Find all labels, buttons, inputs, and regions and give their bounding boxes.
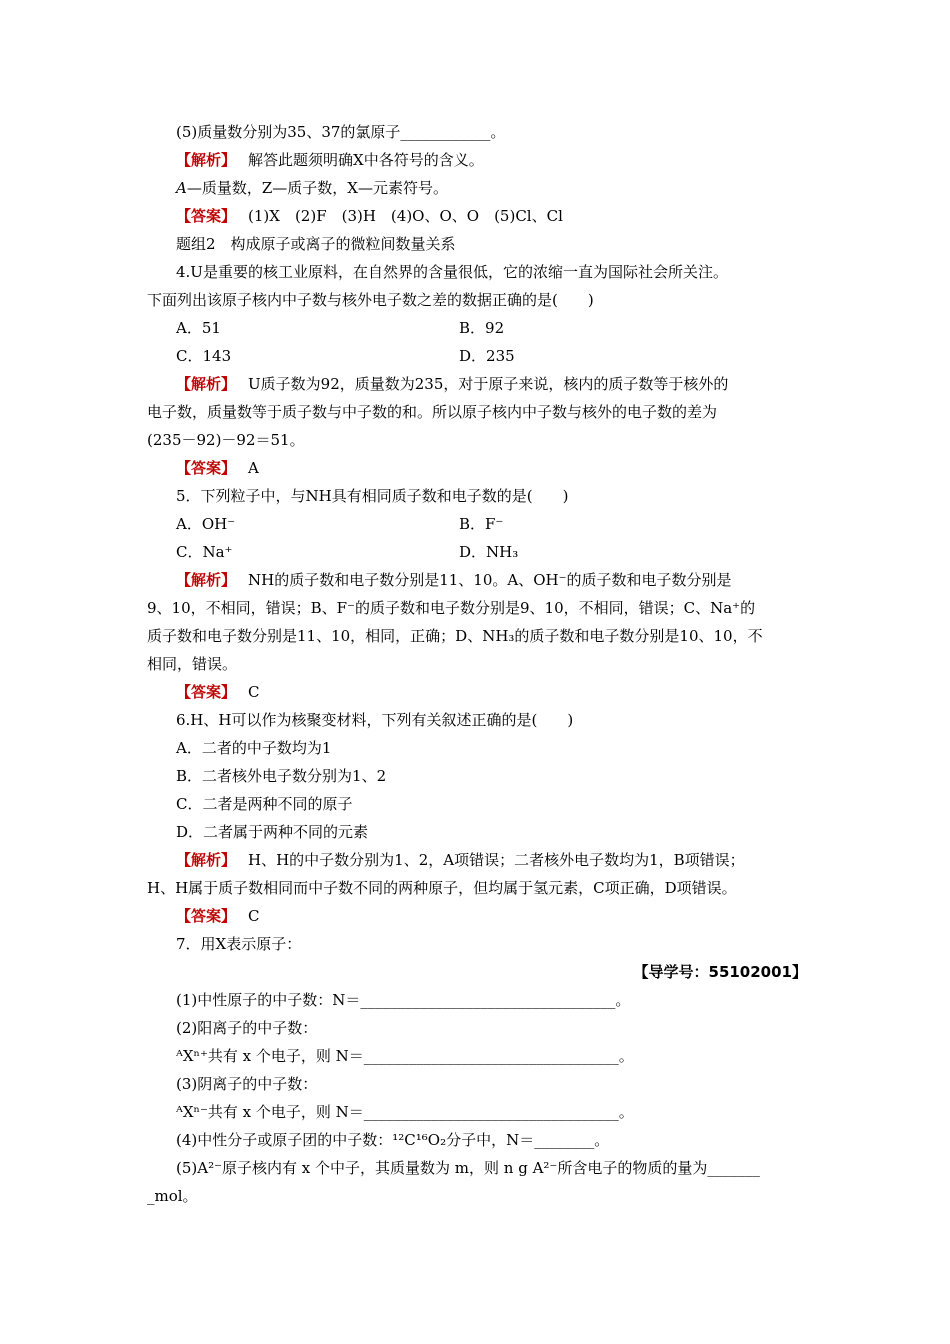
q4-option-a: A．51	[176, 319, 221, 337]
answer-text: (1)X (2)F (3)H (4)O、O、O (5)Cl、Cl	[248, 207, 563, 225]
q3-note	[176, 178, 448, 198]
q6-answer	[176, 906, 260, 926]
q4-answer	[176, 458, 259, 478]
q5-stem: 5．下列粒子中，与NH具有相同质子数和电子数的是( )	[176, 487, 569, 505]
q7-item2-detail: ᴬXⁿ⁺共有 x 个电子，则 N＝__________________________________。	[176, 1047, 634, 1065]
q5-analysis-line4: 相同，错误。	[147, 655, 238, 673]
q3-answer	[176, 206, 563, 226]
answer-text: C	[248, 907, 260, 925]
q5-analysis-line2: 9、10，不相同，错误；B、F⁻的质子数和电子数分别是9、10，不相同，错误；C、Na⁺的	[147, 599, 756, 617]
q7-item3: (3)阴离子的中子数：	[176, 1075, 318, 1093]
q6-option-c: C．二者是两种不同的原子	[176, 795, 353, 813]
note-text: —质量数，Z—质子数，X—元素符号。	[186, 179, 448, 197]
q6-analysis-line2: H、H属于质子数相同而中子数不同的两种原子，但均属于氢元素，C项正确，D项错误。	[147, 879, 737, 897]
analysis-text: H、H的中子数分别为1、2，A项错误；二者核外电子数均为1，B项错误；	[248, 851, 745, 869]
q5-answer	[176, 682, 260, 702]
q5-analysis-line1	[176, 570, 732, 590]
answer-text: A	[248, 459, 259, 477]
note-a-symbol: A	[176, 179, 187, 197]
q7-item4: (4)中性分子或原子团的中子数：¹²C¹⁶O₂分子中，N＝________。	[176, 1131, 610, 1149]
q3-item5: (5)质量数分别为35、37的氯原子____________。	[176, 123, 506, 141]
q4-analysis-line2: 电子数，质量数等于质子数与中子数的和。所以原子核内中子数与核外的电子数的差为	[147, 403, 718, 421]
q4-option-c: C．143	[176, 347, 232, 365]
q6-option-a: A．二者的中子数均为1	[176, 739, 332, 757]
q6-option-b: B．二者核外电子数分别为1、2	[176, 767, 387, 785]
q5-option-d: D．NH₃	[459, 543, 519, 561]
q6-option-d: D．二者属于两种不同的元素	[176, 823, 369, 841]
answer-tag: 【答案】	[176, 907, 237, 925]
q4-option-b: B．92	[459, 319, 505, 337]
group2-title: 题组2 构成原子或离子的微粒间数量关系	[176, 235, 456, 253]
q7-item5-line2: _mol。	[147, 1187, 198, 1205]
q4-analysis-line1	[176, 374, 728, 394]
answer-text: C	[248, 683, 260, 701]
q7-item1: (1)中性原子的中子数：N＝__________________________________。	[176, 991, 631, 1009]
analysis-text: 解答此题须明确X中各符号的含义。	[248, 151, 484, 169]
q4-analysis-line3: (235－92)－92＝51。	[147, 431, 305, 449]
q5-analysis-line3: 质子数和电子数分别是11、10，相同，正确；D、NH₃的质子数和电子数分别是10、10，不	[147, 627, 763, 645]
q7-guide-number: 【导学号：55102001】	[633, 963, 807, 981]
answer-tag: 【答案】	[176, 683, 237, 701]
q5-option-c: C．Na⁺	[176, 543, 233, 561]
q4-stem-line2: 下面列出该原子核内中子数与核外电子数之差的数据正确的是( )	[147, 291, 594, 309]
q4-option-d: D．235	[459, 347, 515, 365]
answer-tag: 【答案】	[176, 207, 237, 225]
analysis-text: NH的质子数和电子数分别是11、10。A、OH⁻的质子数和电子数分别是	[248, 571, 732, 589]
answer-tag: 【答案】	[176, 459, 237, 477]
q7-item3-detail: ᴬXⁿ⁻共有 x 个电子，则 N＝__________________________________。	[176, 1103, 634, 1121]
q7-item5-line1: (5)A²⁻原子核内有 x 个中子，其质量数为 m，则 n g A²⁻所含电子的物质的量为_______	[176, 1159, 760, 1177]
analysis-tag: 【解析】	[176, 851, 237, 869]
q5-option-b: B．F⁻	[459, 515, 504, 533]
analysis-text: U质子数为92，质量数为235，对于原子来说，核内的质子数等于核外的	[248, 375, 729, 393]
q7-item2: (2)阳离子的中子数：	[176, 1019, 318, 1037]
q4-stem-line1: 4.U是重要的核工业原料，在自然界的含量很低，它的浓缩一直为国际社会所关注。	[176, 263, 728, 281]
analysis-tag: 【解析】	[176, 571, 237, 589]
q6-analysis-line1	[176, 850, 745, 870]
analysis-tag: 【解析】	[176, 151, 237, 169]
analysis-tag: 【解析】	[176, 375, 237, 393]
q7-stem: 7．用X表示原子：	[176, 935, 302, 953]
q3-analysis	[176, 150, 484, 170]
q5-option-a: A．OH⁻	[176, 515, 236, 533]
q6-stem: 6.H、H可以作为核聚变材料，下列有关叙述正确的是( )	[176, 711, 574, 729]
